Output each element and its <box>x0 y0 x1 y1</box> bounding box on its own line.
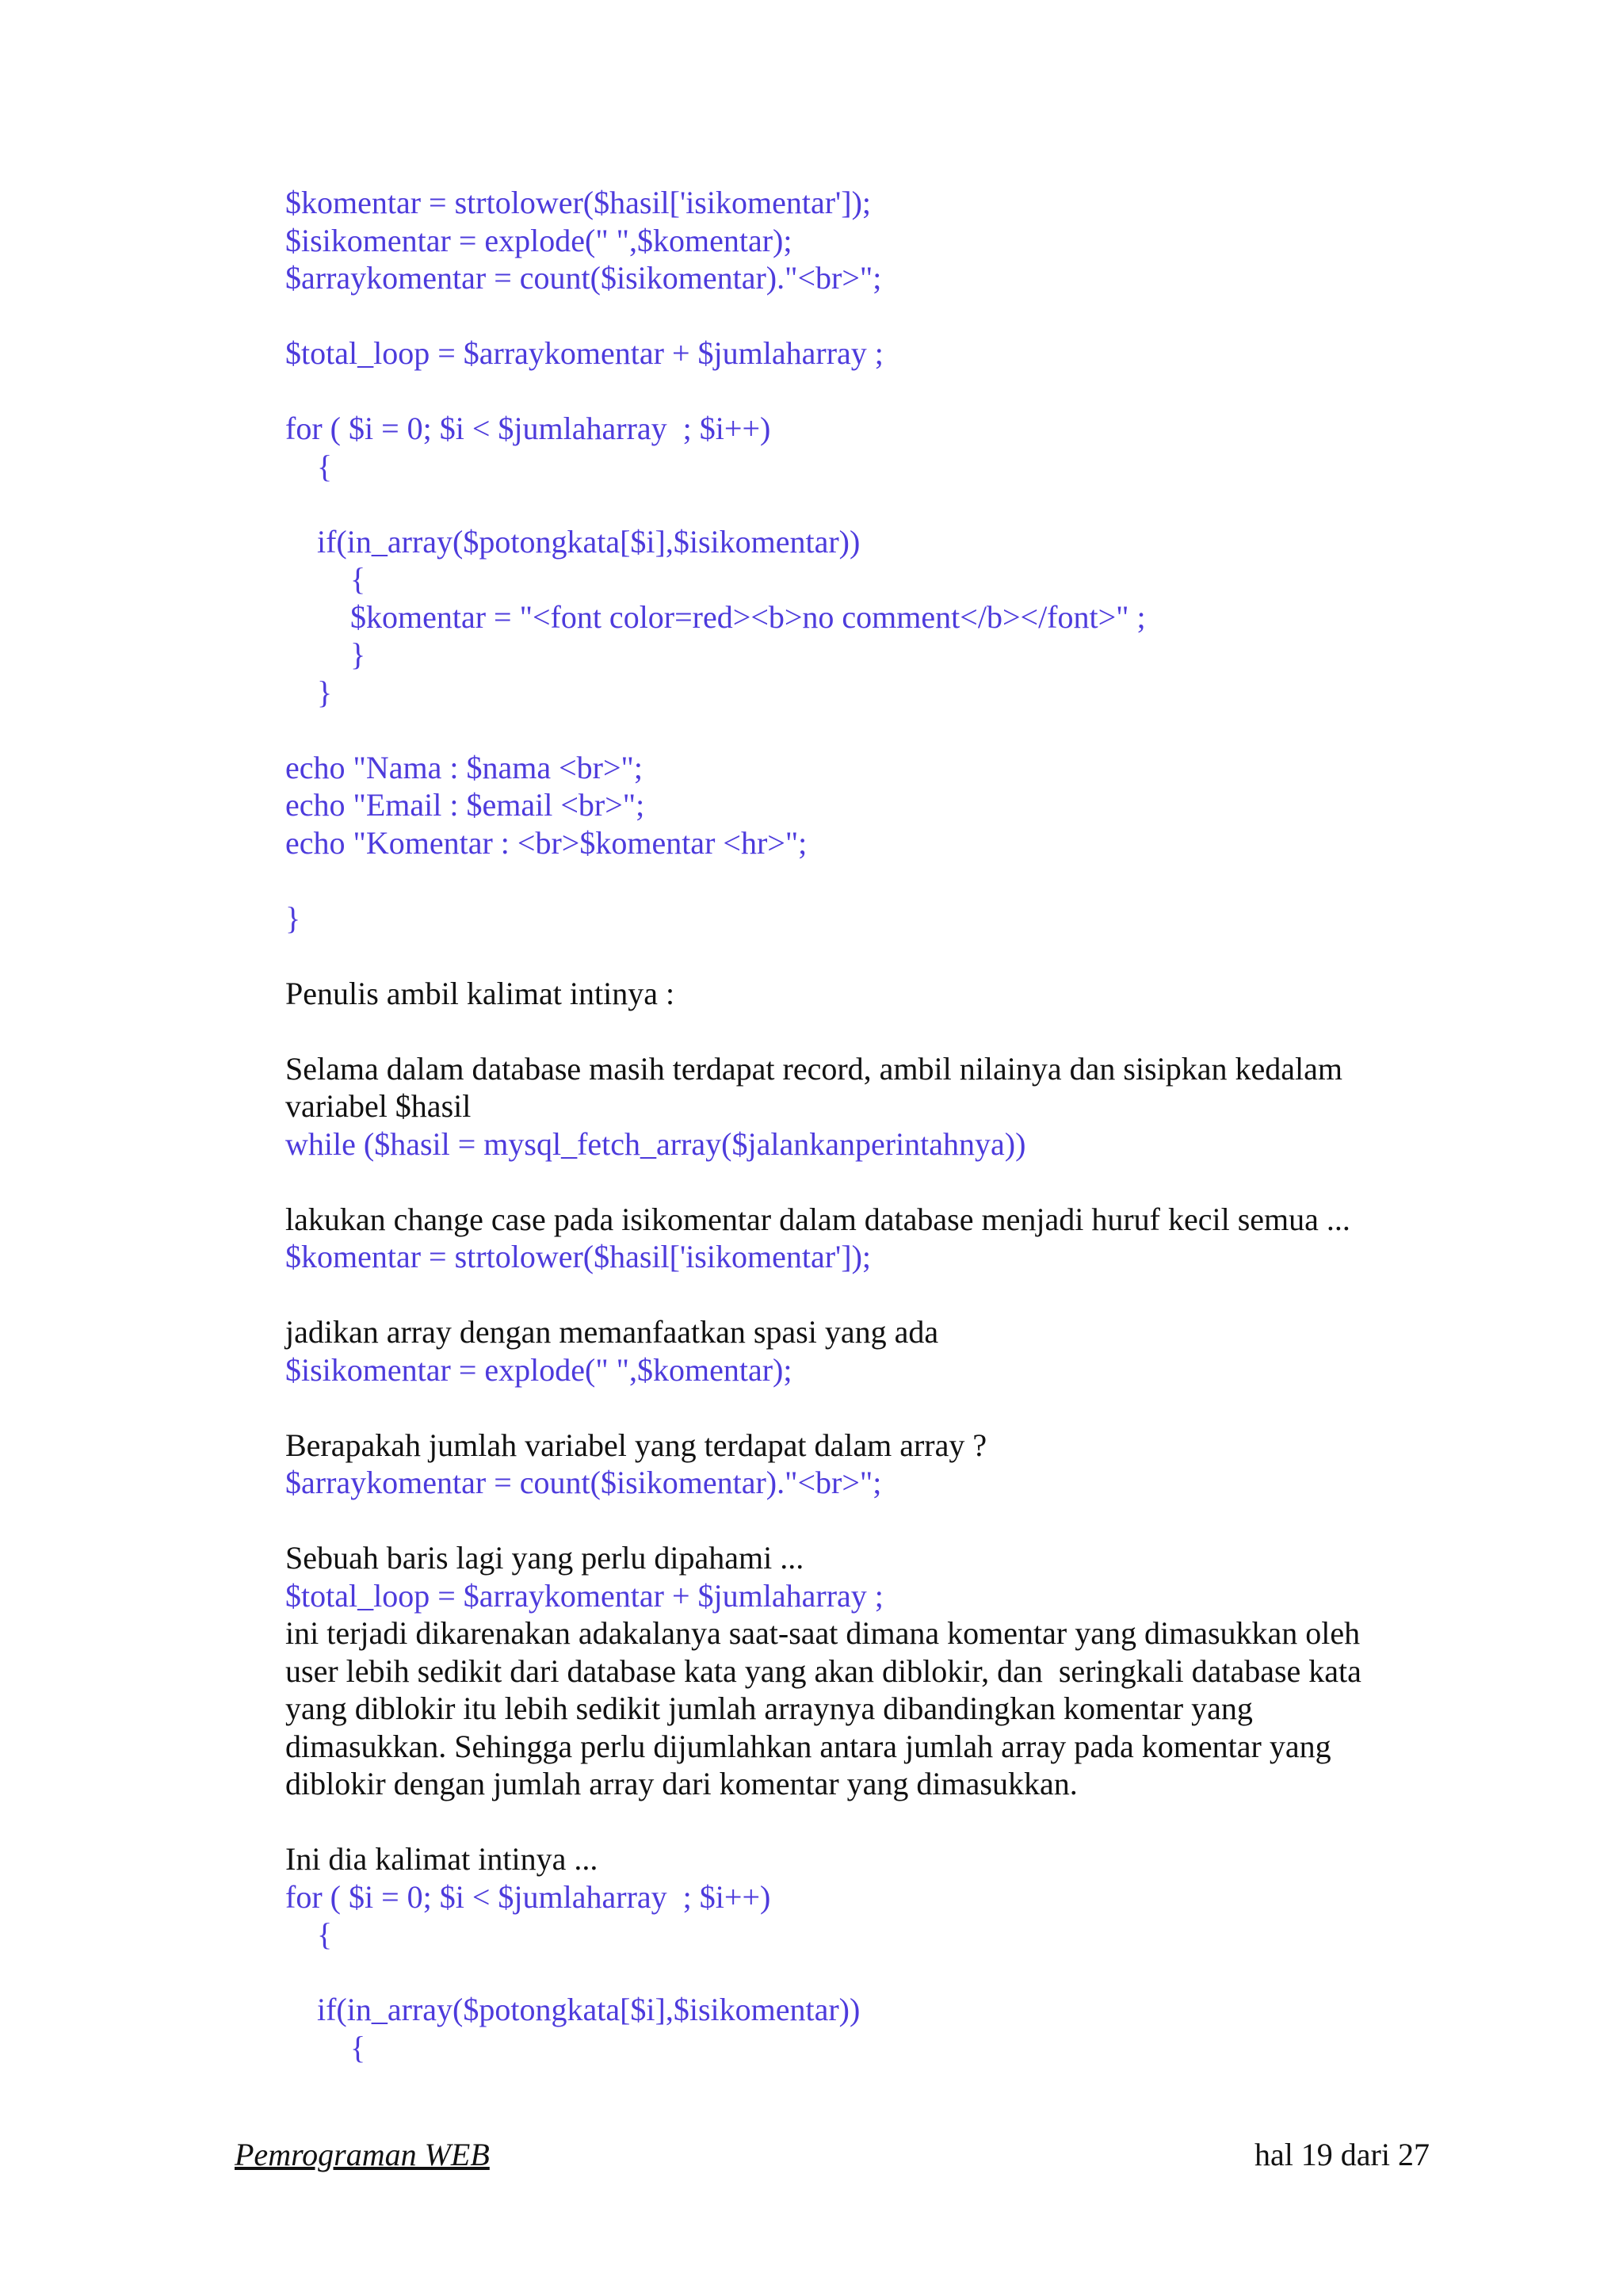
code-line: for ( $i = 0; $i < $jumlaharray ; $i++) <box>285 411 771 446</box>
paragraph-line: dimasukkan. Sehingga perlu dijumlahkan antara jumlah array pada komentar yang <box>285 1728 1331 1764</box>
paragraph-line: variabel $hasil <box>285 1088 472 1124</box>
code-line: echo "Nama : $nama <br>"; <box>285 749 643 785</box>
code-line: { <box>350 2029 366 2065</box>
paragraph-line: Ini dia kalimat intinya ... <box>285 1841 598 1877</box>
code-line: $arraykomentar = count($isikomentar)."<br>"; <box>285 1465 882 1500</box>
blank-line <box>285 1163 1442 1201</box>
code-line: $total_loop = $arraykomentar + $jumlaharray ; <box>285 1577 884 1614</box>
code-line: if(in_array($potongkata[$i],$isikomentar)) <box>317 523 861 560</box>
footer-document-title: Pemrograman WEB <box>235 2137 490 2172</box>
code-line: for ( $i = 0; $i < $jumlaharray ; $i++) <box>285 1878 771 1915</box>
code-line: $total_loop = $arraykomentar + $jumlaharray ; <box>285 335 884 371</box>
paragraph-line: user lebih sedikit dari database kata yang akan diblokir, dan seringkali database kata <box>285 1652 1361 1689</box>
blank-line <box>285 861 1442 900</box>
code-line: echo "Email : $email <br>"; <box>285 787 645 823</box>
blank-line <box>285 1012 1442 1050</box>
code-line: { <box>350 561 366 597</box>
blank-line <box>285 711 1442 749</box>
code-line: { <box>317 448 333 484</box>
paragraph-line: diblokir dengan jumlah array dari komentar yang dimasukkan. <box>285 1766 1078 1801</box>
blank-line <box>285 1803 1442 1841</box>
code-line: $komentar = "<font color=red><b>no comment</b></font>" ; <box>350 598 1146 635</box>
code-line: $arraykomentar = count($isikomentar)."<br>"; <box>285 260 882 296</box>
paragraph-line: jadikan array dengan memanfaatkan spasi yang ada <box>285 1314 939 1350</box>
code-line: echo "Komentar : <br>$komentar <hr>"; <box>285 824 808 861</box>
blank-line <box>285 297 1442 335</box>
blank-line <box>285 1389 1442 1427</box>
code-line: } <box>317 674 333 710</box>
code-line: $komentar = strtolower($hasil['isikomentar']); <box>285 1239 872 1274</box>
code-line: { <box>317 1916 333 1952</box>
code-line: $komentar = strtolower($hasil['isikomentar']); <box>285 185 872 220</box>
paragraph-line: Selama dalam database masih terdapat record, ambil nilainya dan sisipkan kedalam <box>285 1050 1342 1087</box>
paragraph-line: ini terjadi dikarenakan adakalanya saat-saat dimana komentar yang dimasukkan oleh <box>285 1615 1361 1651</box>
paragraph-line: Penulis ambil kalimat intinya : <box>285 975 675 1011</box>
code-line: $isikomentar = explode(" ",$komentar); <box>285 1351 792 1388</box>
paragraph-line: yang diblokir itu lebih sedikit jumlah arraynya dibandingkan komentar yang <box>285 1690 1253 1726</box>
blank-line <box>285 1954 1442 1992</box>
code-line: } <box>285 900 301 936</box>
blank-line <box>285 1502 1442 1540</box>
code-line: } <box>350 636 366 672</box>
blank-line <box>285 372 1442 411</box>
code-line: while ($hasil = mysql_fetch_array($jalankanperintahnya)) <box>285 1125 1026 1162</box>
footer-page-number: hal 19 dari 27 <box>1254 2137 1430 2172</box>
code-line: if(in_array($potongkata[$i],$isikomentar)) <box>317 1992 861 2027</box>
blank-line <box>285 937 1442 975</box>
document-body <box>285 184 1442 2066</box>
paragraph-line: lakukan change case pada isikomentar dalam database menjadi huruf kecil semua ... <box>285 1201 1350 1237</box>
blank-line <box>285 1276 1442 1314</box>
code-line: $isikomentar = explode(" ",$komentar); <box>285 222 792 258</box>
blank-line <box>285 485 1442 523</box>
paragraph-line: Berapakah jumlah variabel yang terdapat dalam array ? <box>285 1427 987 1463</box>
paragraph-line: Sebuah baris lagi yang perlu dipahami ... <box>285 1540 804 1576</box>
